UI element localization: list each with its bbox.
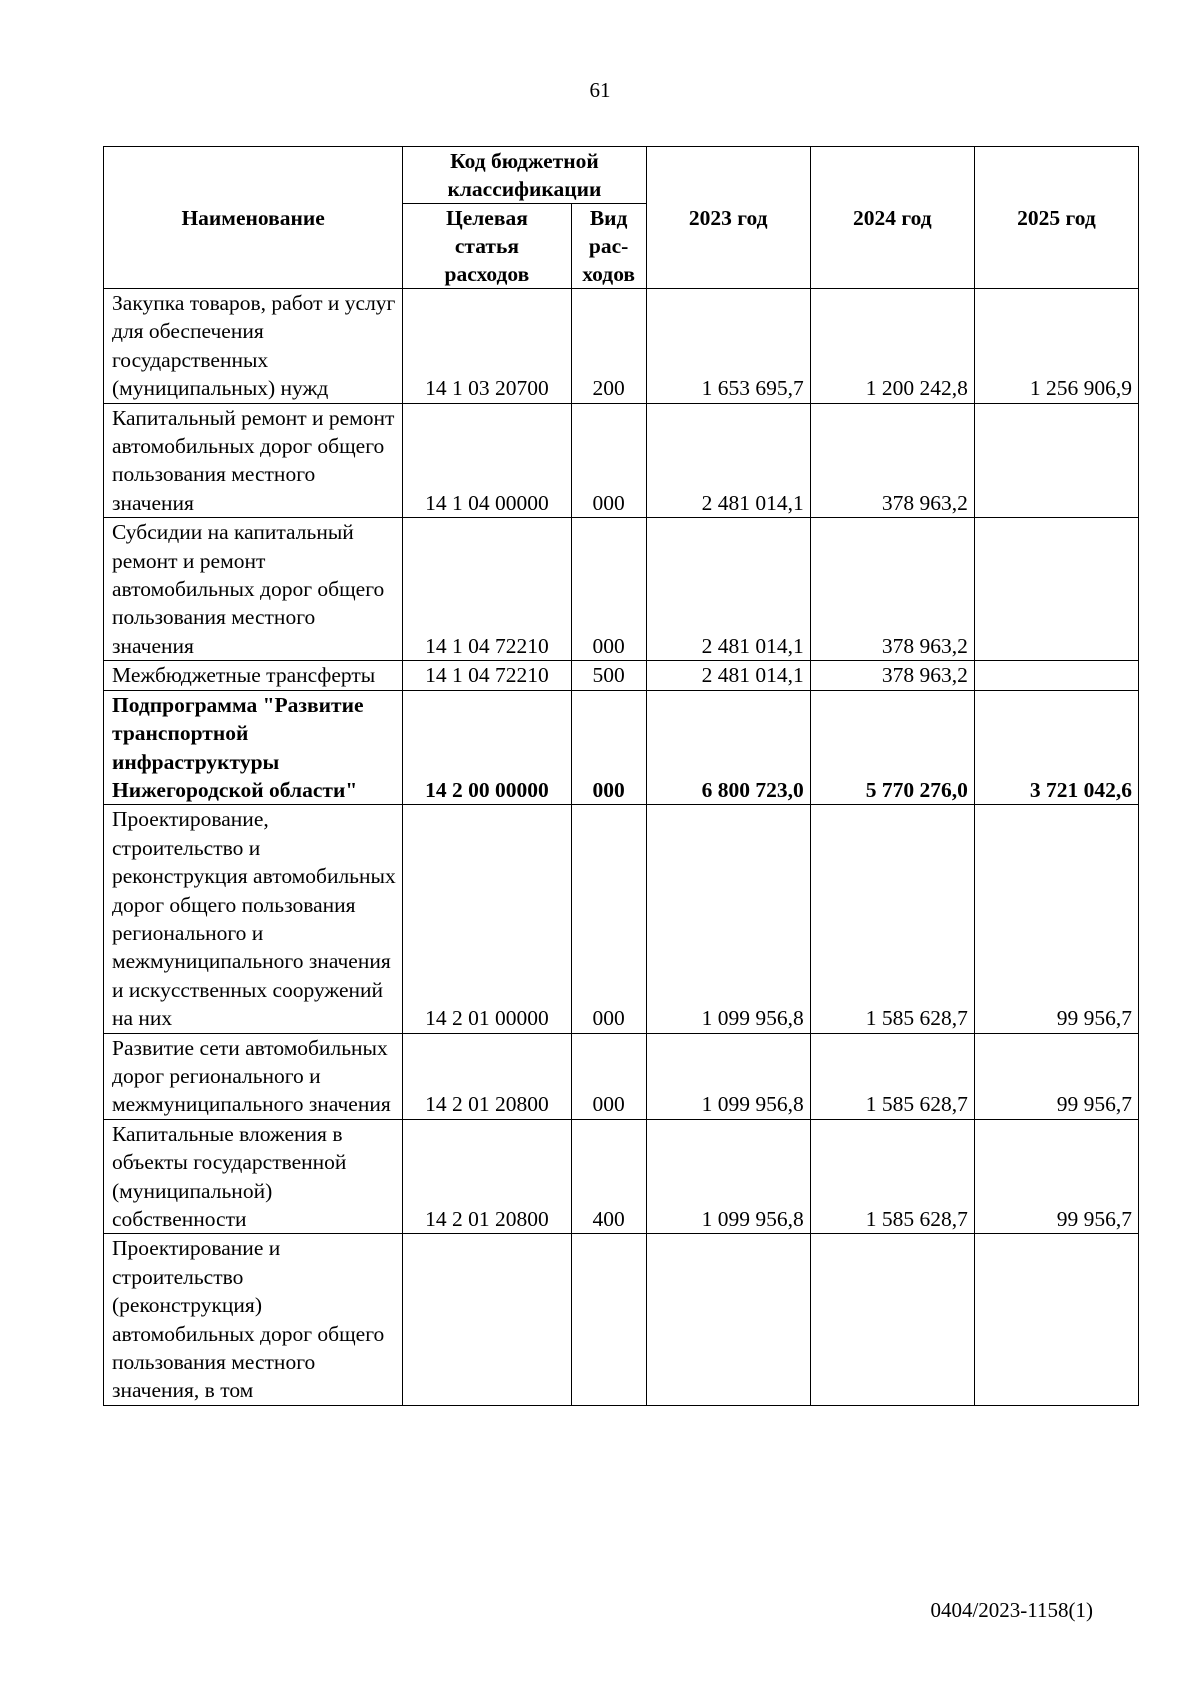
row-2024: [810, 1234, 974, 1405]
header-target-article: Целевая статья расходов: [403, 204, 571, 289]
row-2025: [974, 661, 1138, 690]
row-kind: 000: [571, 805, 646, 1033]
row-kind: 000: [571, 403, 646, 518]
table-row: [104, 1119, 1139, 1234]
row-kind: 000: [571, 518, 646, 661]
row-2024: 378 963,2: [810, 661, 974, 690]
row-name: Капитальный ремонт и ремонт автомобильных дорог общего пользования местного значения: [104, 403, 403, 518]
table-row-subprogram: [104, 690, 1139, 805]
row-2025: 99 956,7: [974, 1119, 1138, 1234]
row-2023: 6 800 723,0: [646, 690, 810, 805]
table-row: [104, 289, 1139, 404]
row-2025: 1 256 906,9: [974, 289, 1138, 404]
table-row: [104, 805, 1139, 1033]
row-2024: 378 963,2: [810, 518, 974, 661]
row-code: 14 2 00 00000: [403, 690, 571, 805]
row-code: 14 1 04 00000: [403, 403, 571, 518]
row-name: Проектирование, строительство и реконструкция автомобильных дорог общего пользования регионального и межмуниципального значения и искусственных сооружений на них: [104, 805, 403, 1033]
row-2023: 1 099 956,8: [646, 805, 810, 1033]
row-2024: 1 200 242,8: [810, 289, 974, 404]
row-kind: 200: [571, 289, 646, 404]
row-2024: 1 585 628,7: [810, 1119, 974, 1234]
row-2023: 1 099 956,8: [646, 1119, 810, 1234]
row-2024: 1 585 628,7: [810, 805, 974, 1033]
row-code: 14 1 04 72210: [403, 661, 571, 690]
header-expense-kind: Вид рас-ходов: [571, 204, 646, 289]
row-name: Межбюджетные трансферты: [104, 661, 403, 690]
row-code: 14 2 01 20800: [403, 1119, 571, 1234]
row-2023: [646, 1234, 810, 1405]
row-kind: 000: [571, 690, 646, 805]
page-number: 61: [589, 78, 611, 102]
row-2025: 3 721 042,6: [974, 690, 1138, 805]
header-2025: 2025 год: [974, 147, 1138, 289]
row-2023: 2 481 014,1: [646, 661, 810, 690]
row-kind: 400: [571, 1119, 646, 1234]
row-2023: 2 481 014,1: [646, 518, 810, 661]
row-2025: [974, 403, 1138, 518]
row-code: 14 1 03 20700: [403, 289, 571, 404]
budget-table: [103, 146, 1139, 1406]
row-2023: 1 653 695,7: [646, 289, 810, 404]
row-kind: [571, 1234, 646, 1405]
row-kind: 000: [571, 1033, 646, 1119]
row-name: Подпрограмма "Развитие транспортной инфраструктуры Нижегородской области": [104, 690, 403, 805]
table-row: [104, 518, 1139, 661]
row-code: 14 2 01 20800: [403, 1033, 571, 1119]
row-name: Развитие сети автомобильных дорог регионального и межмуниципального значения: [104, 1033, 403, 1119]
header-code-group: Код бюджетной классификации: [403, 147, 646, 204]
row-code: 14 1 04 72210: [403, 518, 571, 661]
row-name: Закупка товаров, работ и услуг для обеспечения государственных (муниципальных) нужд: [104, 289, 403, 404]
row-code: 14 2 01 00000: [403, 805, 571, 1033]
row-2023: 2 481 014,1: [646, 403, 810, 518]
row-2023: 1 099 956,8: [646, 1033, 810, 1119]
row-2025: [974, 1234, 1138, 1405]
table-row: [104, 1234, 1139, 1405]
row-2025: 99 956,7: [974, 805, 1138, 1033]
header-2023: 2023 год: [646, 147, 810, 289]
header-2024: 2024 год: [810, 147, 974, 289]
row-name: Проектирование и строительство (реконструкция) автомобильных дорог общего пользования местного значения, в том: [104, 1234, 403, 1405]
row-code: [403, 1234, 571, 1405]
row-name: Капитальные вложения в объекты государственной (муниципальной) собственности: [104, 1119, 403, 1234]
row-name: Субсидии на капитальный ремонт и ремонт автомобильных дорог общего пользования местного значения: [104, 518, 403, 661]
table-row: [104, 1033, 1139, 1119]
table-row: [104, 661, 1139, 690]
row-2024: 1 585 628,7: [810, 1033, 974, 1119]
table-row: [104, 403, 1139, 518]
row-2024: 5 770 276,0: [810, 690, 974, 805]
row-kind: 500: [571, 661, 646, 690]
row-2025: [974, 518, 1138, 661]
document-id: 0404/2023-1158(1): [930, 1598, 1093, 1622]
header-name: Наименование: [104, 147, 403, 289]
row-2025: 99 956,7: [974, 1033, 1138, 1119]
row-2024: 378 963,2: [810, 403, 974, 518]
